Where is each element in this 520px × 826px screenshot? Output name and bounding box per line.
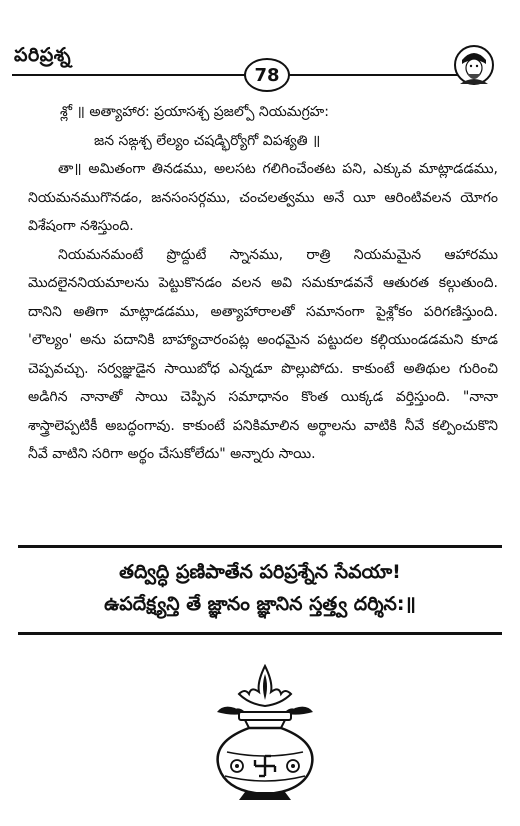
page-header [0, 0, 520, 90]
gita-quote-box [18, 545, 502, 635]
meaning-paragraph: తా॥ అమితంగా తినడము, అలసట గలిగించేంతట పని, ఎక్కువ మాట్లాడడము, నియమనముగొనడం, జనసంసర్గము, చంచలత్వము అనే యీ ఆరింటివలన యోగం విశేషంగా నశిస్తుంది. [28, 161, 498, 234]
sloka-line-2: జన సఙ్గశ్చ లేల్యం చషడ్భిర్యోగో విపశ్యతి ॥ [94, 132, 321, 149]
page-body [28, 98, 498, 469]
gita-quote-line-1: తద్విద్ధి ప్రణిపాతేన పరిప్రశ్నేన సేవయా! [119, 561, 401, 583]
commentary-paragraph: నియమనమంటే ప్రొద్దుటే స్నానము, రాత్రి నియమమైన ఆహారము మొదలైననియమాలను పెట్టుకొనడం వలన అవి సమకూడవనే ఆతురత కల్గుతుంది. దానిని అతిగా మాట్లాడడము, అత్యాహారాలతో సమానంగా పైశ్లోకం పరిగణిస్తుంది. 'లౌల్యం' అను పదానికి బాహ్యాచారంపట్ల అంధమైన పట్టుదల కల్గియుండడమని కూడ చెప్పవచ్చు. సర్వజ్ఞుడైన సాయిబోధ ఎన్నడూ పొల్లుపోదు. కాకుంటే అతిథుల గురించి అడిగిన నానాతో సాయి చెప్పిన సమాధానం కొంత యిక్కడ వర్తిస్తుంది. "నానా శాస్త్రాలెప్పటికీ అబద్ధంగావు. కాకుంటే పనికిమాలిన అర్థాలను వాటికి నీవే కల్పించుకొని నీవే వాటిని సరిగా అర్థం చేసుకోలేదు" అన్నారు సాయి. [28, 246, 498, 462]
page-number: 78 [244, 58, 290, 92]
running-head-title: పరిప్రశ్న [14, 44, 72, 66]
kalasam-swastika-icon [205, 664, 325, 804]
gita-quote-line-2: ఉపదేక్ష్యన్తి తే జ్ఞానం జ్ఞానిన స్తత్త్వ దర్శిన:॥ [104, 593, 416, 615]
sloka-line-1: శ్లో ॥ అత్యాహార: ప్రయాసశ్చ ప్రజల్పో నియమగ్రహ: [60, 104, 329, 120]
header-rule [12, 74, 458, 76]
saint-portrait-icon [454, 44, 494, 86]
